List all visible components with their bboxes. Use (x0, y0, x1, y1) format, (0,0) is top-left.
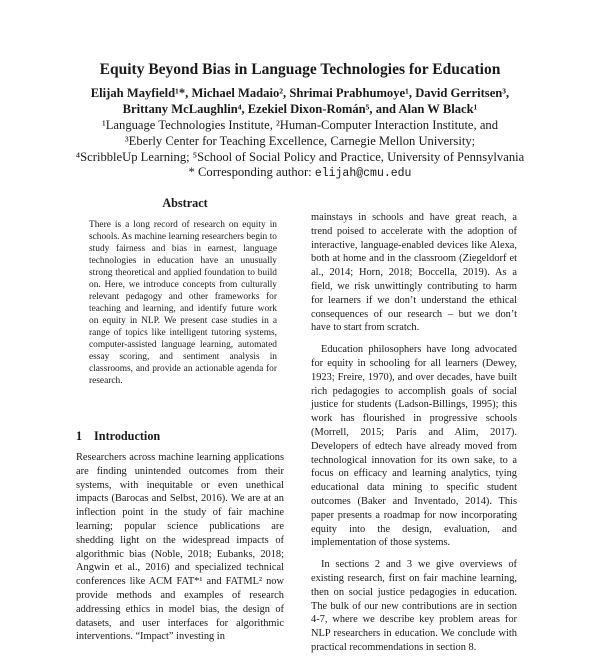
abstract-heading: Abstract (162, 196, 208, 210)
abstract-text: There is a long record of research on equity in schools. As machine learning researchers begin to study fairness and bias in earnest, language technologies in education have an unusually strong theoretical and applied foundation to build on. Here, we introduce concepts from culturally relevant pedagogy and other frameworks for teaching and learning, and identify future work on equity in NLP. We present case studies in a range of topics like intelligent tutoring systems, computer-assisted language learning, automated essay scoring, and sentiment analysis in classrooms, and provide an actionable agenda for research. (89, 220, 277, 386)
corresponding-label: * Corresponding author: (188, 165, 312, 180)
section-title: Introduction (94, 429, 161, 443)
right-column (311, 211, 517, 663)
paper-title: Equity Beyond Bias in Language Technologies for Education (99, 61, 501, 78)
introduction-text: Researchers across machine learning applications are finding unintended outcomes from their systems, with inequitable or even unethical impacts (Barocas and Selbst, 2016). We are at an inflection point in the study of fair machine learning; popular science publications are shedding light on the widespread impacts of algorithmic bias (Noble, 2018; Eubanks, 2018; Angwin et al., 2016) and specialized technical conferences like ACM FAT*¹ and FATML² now provide methods and examples of research addressing ethics in model bias, the design of datasets, and user interfaces for algorithmic interventions. “Impact” investing in (76, 452, 284, 643)
affiliation-line-2: ³Eberly Center for Teaching Excellence, Carnegie Mellon University; (124, 133, 476, 148)
author-list (0, 85, 600, 117)
affiliations (0, 118, 600, 182)
section-number: 1 (76, 429, 83, 443)
introduction-heading (76, 429, 160, 444)
abstract-section (86, 196, 284, 387)
authors-line-1: Elijah Mayfield¹*, Michael Madaio², Shrimai Prabhumoye¹, David Gerritsen³, (90, 86, 510, 100)
paragraph-3: In sections 2 and 3 we give overviews of existing research, first on fair machine learning, then on social justice pedagogies in education. The bulk of our new contributions are in section 4-7, where we describe key problem areas for NLP researchers in education. We conclude with practical recommendations in section 8. (311, 559, 517, 653)
affiliation-line-3: ⁴ScribbleUp Learning; ⁵School of Social Policy and Practice, University of Pennsylvania (75, 149, 525, 164)
paragraph-1: mainstays in schools and have great reach, a trend poised to accelerate with the adoption of interactive, language-enabled devices like Alexa, both at home and in the classroom (Ziegeldorf et al., 2014; Horn, 2018; Boccella, 2019). As a field, we risk unwittingly contributing to harm for learners if we don’t understand the ethical consequences of our research – but we don’t have to start from scratch. (311, 212, 517, 334)
affiliation-line-1: ¹Language Technologies Institute, ²Human-Computer Interaction Institute, and (101, 118, 499, 132)
authors-line-2: Brittany McLaughlin⁴, Ezekiel Dixon-Román⁵, and Alan W Black¹ (122, 102, 478, 116)
corresponding-email[interactable]: elijah@cmu.edu (314, 167, 412, 181)
paragraph-2: Education philosophers have long advocated for equity in schooling for all learners (Dewey, 1923; Freire, 1970), and over decades, have built rich pedagogies to accomplish goals of social justice for students (Ladson-Billings, 1995); this work has flourished in progressive schools (Morrell, 2015; Paris and Alim, 2017). Developers of edtech have already moved from technological innovation for its own sake, to a focus on efficacy and learning analytics, tying educational data mining to specific student outcomes (Baker and Inventado, 2014). This paper presents a roadmap for now incorporating equity into the design, evaluation, and implementation of those systems. (311, 344, 517, 549)
corresponding-author (0, 165, 600, 182)
